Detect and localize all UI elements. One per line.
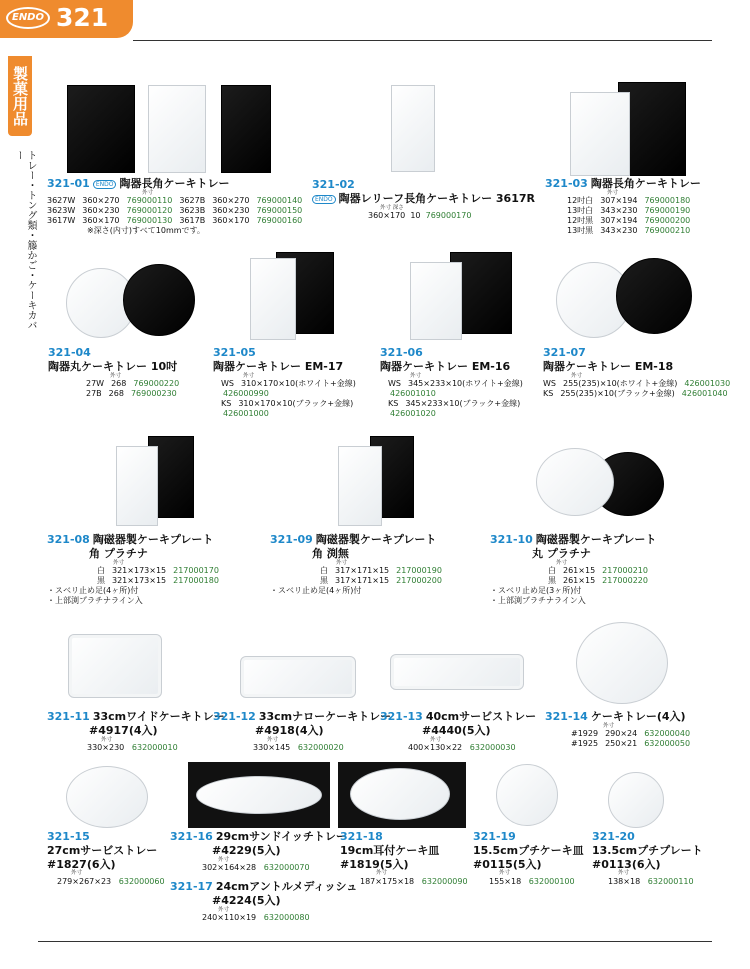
product-image-321-15 <box>66 766 148 828</box>
product-name: 40cmサービストレー <box>425 710 537 723</box>
model-code: 3617W <box>47 216 76 226</box>
jan-code: 769000220 <box>133 379 180 388</box>
product-code: 321-08 <box>47 533 90 546</box>
size-label: 外寸 <box>376 870 388 877</box>
size-value: 268 <box>108 389 124 398</box>
product-subname: #0115(5入) <box>473 857 542 871</box>
size-label: 外寸 <box>430 736 442 743</box>
subcategory-label: トレー・トング類・籐かご・ケーキカバー <box>13 150 36 330</box>
product-name: 陶器ケーキトレー EM-18 <box>543 359 674 373</box>
product-321-17 <box>170 880 357 923</box>
spec-row <box>567 226 701 236</box>
size-value: 330×230 <box>87 743 125 752</box>
product-image-321-20 <box>608 772 664 828</box>
model-code: 白 <box>548 566 556 575</box>
size-label: 外寸 <box>218 856 230 863</box>
product-code: 321-05 <box>213 346 256 359</box>
product-name: 27cmサービストレー <box>47 843 158 857</box>
jan-code: 632000100 <box>528 876 575 886</box>
size-value: 317×171×15 <box>335 576 390 585</box>
product-image-321-01-white <box>148 85 206 173</box>
size-value: 360×270 <box>212 196 250 206</box>
spec-row <box>571 739 697 749</box>
product-321-15 <box>47 830 165 887</box>
spec-row <box>47 206 309 216</box>
product-name: 陶器長角ケーキトレー <box>590 177 701 190</box>
jan-code: 632000030 <box>469 743 516 752</box>
size-label: 外寸 <box>618 870 630 877</box>
model-code: WS <box>543 379 556 388</box>
size-value: 360×230 <box>82 206 120 216</box>
product-subname: #1827(6入) <box>47 857 116 871</box>
depth-label: 深さ <box>392 204 404 211</box>
jan-code: 217000170 <box>173 566 219 575</box>
spec-row <box>567 206 701 216</box>
size-label: 外寸 <box>110 372 122 379</box>
product-code: 321-18 <box>340 830 383 843</box>
product-name: 陶器ケーキトレー EM-16 <box>380 359 511 373</box>
jan-code: 632000010 <box>131 743 178 752</box>
jan-code: 769000200 <box>644 216 691 226</box>
product-image-321-06-white <box>410 262 462 340</box>
product-name: 陶磁器製ケーキプレート <box>315 533 437 546</box>
jan-code: 426001020 <box>390 409 436 418</box>
product-subname: #1819(5入) <box>340 857 409 871</box>
size-value: 360×170 <box>212 216 250 226</box>
jan-code: 426001010 <box>390 389 436 398</box>
size-value: 279×267×23 <box>57 876 112 886</box>
size-label: 外寸 <box>142 189 154 196</box>
size-value: 302×164×28 <box>202 863 257 872</box>
product-321-19 <box>473 830 584 887</box>
product-image-321-10-white <box>536 448 614 516</box>
product-image-321-01-black-small <box>221 85 271 173</box>
model-code: 3627B <box>179 196 206 206</box>
brand-logo-small: ENDO <box>312 195 336 205</box>
size-value: 240×110×19 <box>202 913 257 922</box>
jan-code: 217000200 <box>396 576 442 585</box>
spec-row <box>86 389 186 399</box>
spec-row <box>97 576 226 586</box>
jan-code: 769000140 <box>256 196 303 206</box>
size-value: 138×18 <box>608 876 641 886</box>
product-name: 陶磁器製ケーキプレート <box>92 533 214 546</box>
size-value: 255(235)×10(ホワイト+金線) <box>563 379 678 388</box>
product-code: 321-17 <box>170 880 213 893</box>
size-label: 外寸 <box>499 870 511 877</box>
product-subname: 角 渕無 <box>312 546 349 560</box>
product-image-321-18 <box>350 768 450 820</box>
category-tab: 製菓用品 <box>8 56 32 136</box>
product-code: 321-04 <box>48 346 91 359</box>
spec-row <box>388 379 530 399</box>
top-rule <box>133 40 712 41</box>
bottom-rule <box>38 941 712 942</box>
product-321-20 <box>592 830 703 887</box>
size-value: 360×230 <box>212 206 250 216</box>
jan-code: 217000180 <box>173 576 219 585</box>
jan-code: 632000080 <box>263 913 310 922</box>
product-code: 321-15 <box>47 830 90 843</box>
model-code: 白 <box>97 566 105 575</box>
product-image-321-07-black <box>616 258 692 334</box>
product-name: 33cmナローケーキトレー <box>258 710 392 723</box>
jan-code: 769000170 <box>425 211 472 220</box>
model-code: 白 <box>320 566 328 575</box>
size-value: 261×15 <box>563 566 596 575</box>
spec-row <box>567 196 701 206</box>
jan-code: 632000060 <box>118 876 165 886</box>
product-name: 19cm耳付ケーキ皿 <box>340 843 440 857</box>
jan-code: 769000130 <box>126 216 173 226</box>
product-subname: #4440(5入) <box>422 723 491 737</box>
product-321-18 <box>340 830 468 887</box>
model-code: 27B <box>86 389 102 398</box>
model-code: 3617B <box>179 216 206 226</box>
size-value: 155×18 <box>489 876 522 886</box>
product-code: 321-19 <box>473 830 516 843</box>
product-note: ・上部渕プラチナライン入 <box>490 596 586 605</box>
product-name: 15.5cmプチケーキ皿 <box>473 843 584 857</box>
product-321-10 <box>490 533 656 606</box>
model-code: 27W <box>86 379 105 388</box>
page-number: 321 <box>56 3 109 32</box>
jan-code: 632000040 <box>644 729 691 739</box>
product-code: 321-02 <box>312 178 355 191</box>
product-note: ・上部渕プラチナライン入 <box>47 596 143 605</box>
size-label: 外寸 <box>410 372 422 379</box>
jan-code: 217000210 <box>602 566 648 575</box>
jan-code: 769000180 <box>644 196 691 206</box>
product-321-04 <box>48 346 186 399</box>
page-header-tab <box>0 0 133 38</box>
size-label: 外寸 <box>101 736 113 743</box>
product-name: ケーキトレー(4入) <box>590 710 686 723</box>
jan-code: 426000990 <box>223 389 269 398</box>
jan-code: 632000070 <box>263 863 310 872</box>
spec-row <box>548 576 656 586</box>
jan-code: 769000190 <box>644 206 691 216</box>
product-image-321-08-white <box>116 446 158 526</box>
product-321-13 <box>380 710 536 753</box>
product-321-08 <box>47 533 226 606</box>
product-note: ・スベリ止め足(3ヶ所)付 <box>490 586 582 595</box>
spec-row <box>97 566 226 576</box>
product-code: 321-13 <box>380 710 423 723</box>
spec-row <box>320 566 449 576</box>
model-code: 12吋黒 <box>567 216 594 226</box>
product-subname: #4229(5入) <box>212 843 281 857</box>
product-321-07 <box>543 346 737 399</box>
size-label: 外寸 <box>603 722 615 729</box>
product-note: ・スベリ止め足(4ヶ所)付 <box>47 586 139 595</box>
product-image-321-19 <box>496 764 558 826</box>
spec-row <box>221 379 363 399</box>
size-label: 外寸 <box>267 736 279 743</box>
spec-row <box>543 379 737 389</box>
product-image-321-13 <box>390 654 524 690</box>
brand-logo-small: ENDO <box>93 180 117 190</box>
model-code: 13吋白 <box>567 206 594 216</box>
spec-row <box>388 399 530 419</box>
jan-code: 426001000 <box>223 409 269 418</box>
size-label: 外寸 <box>243 372 255 379</box>
model-code: KS <box>543 389 554 398</box>
product-code: 321-12 <box>213 710 256 723</box>
product-image-321-11 <box>68 634 162 698</box>
product-subname: #4224(5入) <box>212 893 281 907</box>
product-note: ※深さ(内寸)すべて10mmです。 <box>87 226 205 236</box>
product-code: 321-20 <box>592 830 635 843</box>
spec-row <box>86 379 186 389</box>
jan-code: 426001030 <box>684 379 731 388</box>
product-321-09 <box>270 533 449 596</box>
product-name: 陶器レリーフ長角ケーキトレー 3617R <box>338 191 535 205</box>
model-code: WS <box>388 379 401 388</box>
brand-logo: ENDO <box>6 7 50 29</box>
jan-code: 769000150 <box>256 206 303 216</box>
product-subname: #0113(6入) <box>592 857 661 871</box>
size-value: 330×145 <box>253 743 291 752</box>
product-321-14 <box>545 710 697 749</box>
model-code: WS <box>221 379 234 388</box>
size-value: 187×175×18 <box>360 876 415 886</box>
model-code: 黒 <box>97 576 105 585</box>
size-value: 360×170 <box>82 216 120 226</box>
jan-code: 769000230 <box>130 389 177 398</box>
product-name: 陶器長角ケーキトレー <box>119 177 230 190</box>
product-321-01 <box>47 177 309 236</box>
size-label: 外寸 <box>607 189 619 196</box>
jan-code: 217000190 <box>396 566 442 575</box>
product-subname: 角 プラチナ <box>89 546 148 560</box>
product-name: 29cmサンドイッチトレー <box>215 830 347 843</box>
product-subname: #4917(4入) <box>89 723 158 737</box>
size-value: 310×170×10(ホワイト+金線) <box>241 379 356 388</box>
size-label: 外寸 <box>571 372 583 379</box>
model-code: 12吋白 <box>567 196 594 206</box>
product-image-321-14 <box>576 622 668 704</box>
size-value: 268 <box>111 379 127 388</box>
size-value: 310×170×10(ブラック+金線) <box>238 399 354 408</box>
product-name: 陶磁器製ケーキプレート <box>535 533 657 546</box>
product-image-321-01-black <box>67 85 135 173</box>
size-value: 290×24 <box>605 729 638 739</box>
product-code: 321-01 <box>47 177 90 190</box>
product-image-321-09-white <box>338 446 382 526</box>
product-image-321-03-white <box>570 92 630 176</box>
depth-value: 10 <box>410 211 421 220</box>
jan-code: 632000050 <box>644 739 691 749</box>
jan-code: 769000210 <box>644 226 691 236</box>
product-code: 321-16 <box>170 830 213 843</box>
size-value: 343×230 <box>600 226 638 236</box>
size-value: 321×173×15 <box>112 566 167 575</box>
jan-code: 769000110 <box>126 196 173 206</box>
model-code: KS <box>221 399 232 408</box>
product-name: 24cmアントルメディッシュ <box>215 880 358 893</box>
product-321-06 <box>380 346 530 419</box>
size-label: 外寸 <box>556 559 568 566</box>
product-name: 33cmワイドケーキトレー <box>92 710 225 723</box>
size-value: 307×194 <box>600 216 638 226</box>
product-image-321-12 <box>240 656 356 698</box>
size-value: 400×130×22 <box>408 743 463 752</box>
size-value: 345×233×10(ホワイト+金線) <box>408 379 523 388</box>
jan-code: 426001040 <box>681 389 728 398</box>
jan-code: 769000160 <box>256 216 303 226</box>
product-code: 321-03 <box>545 177 588 190</box>
product-321-11 <box>47 710 225 753</box>
jan-code: 632000020 <box>297 743 344 752</box>
size-value: 307×194 <box>600 196 638 206</box>
product-321-12 <box>213 710 391 753</box>
product-321-02 <box>312 178 535 221</box>
product-321-03 <box>545 177 701 236</box>
model-code: 黒 <box>548 576 556 585</box>
product-image-321-04-black <box>123 264 195 336</box>
product-code: 321-09 <box>270 533 313 546</box>
product-code: 321-10 <box>490 533 533 546</box>
product-name: 陶器丸ケーキトレー 10吋 <box>48 359 178 373</box>
model-code: KS <box>388 399 399 408</box>
size-value: 360×170 <box>368 211 406 220</box>
size-value: 345×233×10(ブラック+金線) <box>405 399 521 408</box>
size-value: 255(235)×10(ブラック+金線) <box>560 389 675 398</box>
model-code: #1925 <box>571 739 599 749</box>
model-code: #1929 <box>571 729 599 739</box>
product-subname: #4918(4入) <box>255 723 324 737</box>
spec-row <box>548 566 656 576</box>
size-value: 360×270 <box>82 196 120 206</box>
spec-row <box>221 399 363 419</box>
product-note: ・スベリ止め足(4ヶ所)付 <box>270 586 362 595</box>
product-name: 13.5cmプチプレート <box>592 843 703 857</box>
spec-row <box>320 576 449 586</box>
model-code: 3623B <box>179 206 206 216</box>
spec-row <box>47 216 309 226</box>
spec-row <box>47 196 309 206</box>
product-subname: 丸 プラチナ <box>532 546 591 560</box>
size-label: 外寸 <box>336 559 348 566</box>
product-image-321-05-white <box>250 258 296 340</box>
jan-code: 632000110 <box>647 876 694 886</box>
size-value: 261×15 <box>563 576 596 585</box>
jan-code: 769000120 <box>126 206 173 216</box>
product-image-321-02 <box>391 85 435 172</box>
product-code: 321-11 <box>47 710 90 723</box>
model-code: 13吋黒 <box>567 226 594 236</box>
product-code: 321-07 <box>543 346 586 359</box>
product-321-05 <box>213 346 363 419</box>
product-code: 321-06 <box>380 346 423 359</box>
size-label: 外寸 <box>218 906 230 913</box>
jan-code: 632000090 <box>421 876 468 886</box>
size-value: 343×230 <box>600 206 638 216</box>
model-code: 3627W <box>47 196 76 206</box>
size-value: 317×171×15 <box>335 566 390 575</box>
product-image-321-16 <box>196 776 322 814</box>
model-code: 3623W <box>47 206 76 216</box>
spec-row <box>567 216 701 226</box>
size-value: 250×21 <box>605 739 638 749</box>
product-code: 321-14 <box>545 710 588 723</box>
jan-code: 217000220 <box>602 576 648 585</box>
size-value: 321×173×15 <box>112 576 167 585</box>
size-label: 外寸 <box>71 870 83 877</box>
spec-row <box>543 389 737 399</box>
product-321-16 <box>170 830 347 873</box>
size-label: 外寸 <box>113 559 125 566</box>
product-name: 陶器ケーキトレー EM-17 <box>213 359 344 373</box>
spec-row <box>571 729 697 739</box>
model-code: 黒 <box>320 576 328 585</box>
size-label: 外寸 <box>380 204 392 211</box>
